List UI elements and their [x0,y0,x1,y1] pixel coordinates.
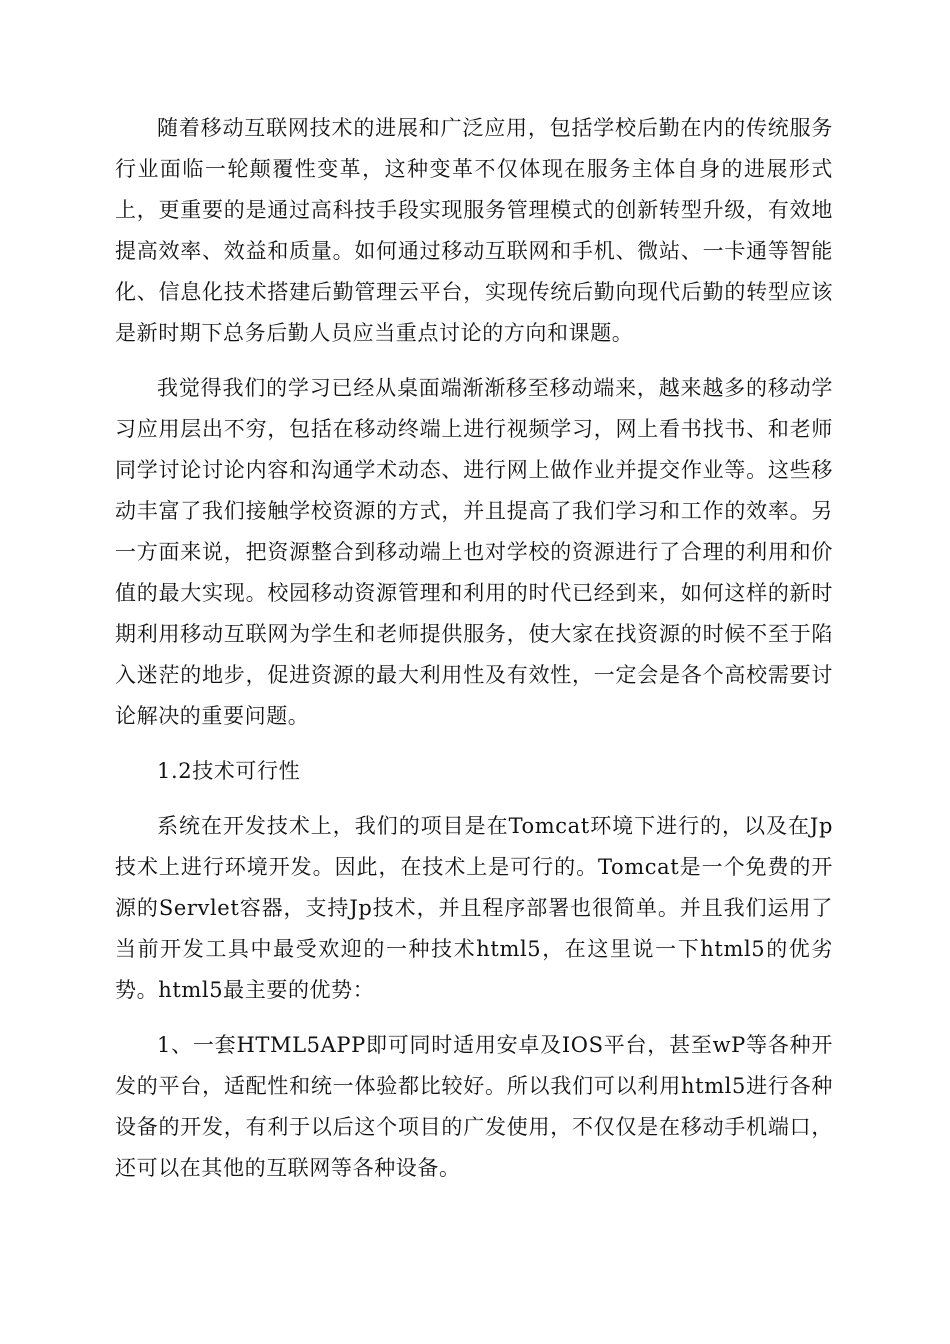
paragraph-background: 随着移动互联网技术的进展和广泛应用，包括学校后勤在内的传统服务行业面临一轮颠覆性变革，这种变革不仅体现在服务主体自身的进展形式上，更重要的是通过高科技手段实现服务管理模式的创新转型升级，有效地提高效率、效益和质量。如何通过移动互联网和手机、微站、一卡通等智能化、信息化技术搭建后勤管理云平台，实现传统后勤向现代后勤的转型应该是新时期下总务后勤人员应当重点讨论的方向和课题。 [115,116,833,345]
paragraph-html5-advantage-1: 1、一套HTML5APP即可同时适用安卓及IOS平台，甚至wP等各种开发的平台，适配性和统一体验都比较好。所以我们可以利用html5进行各种设备的开发，有利于以后这个项目的广发使用，不仅仅是在移动手机端口，还可以在其他的互联网等各种设备。 [115,1033,833,1180]
section-heading-technical-feasibility: 1.2技术可行性 [157,759,301,783]
document-body [115,108,833,1203]
paragraph-development-technology: 系统在开发技术上，我们的项目是在Tomcat环境下进行的，以及在Jp技术上进行环境开发。因此，在技术上是可行的。Tomcat是一个免费的开源的Servlet容器，支持Jp技术，并且程序部署也很简单。并且我们运用了当前开发工具中最受欢迎的一种技术html5，在这里说一下html5的优劣势。html5最主要的优势： [115,814,833,1002]
paragraph-mobile-learning: 我觉得我们的学习已经从桌面端渐渐移至移动端来，越来越多的移动学习应用层出不穷，包括在移动终端上进行视频学习，网上看书找书、和老师同学讨论讨论内容和沟通学术动态、进行网上做作业并提交作业等。这些移动丰富了我们接触学校资源的方式，并且提高了我们学习和工作的效率。另一方面来说，把资源整合到移动端上也对学校的资源进行了合理的利用和价值的最大实现。校园移动资源管理和利用的时代已经到来，如何这样的新时期利用移动互联网为学生和老师提供服务，使大家在找资源的时候不至于陷入迷茫的地步，促进资源的最大利用性及有效性，一定会是各个高校需要讨论解决的重要问题。 [115,376,833,728]
